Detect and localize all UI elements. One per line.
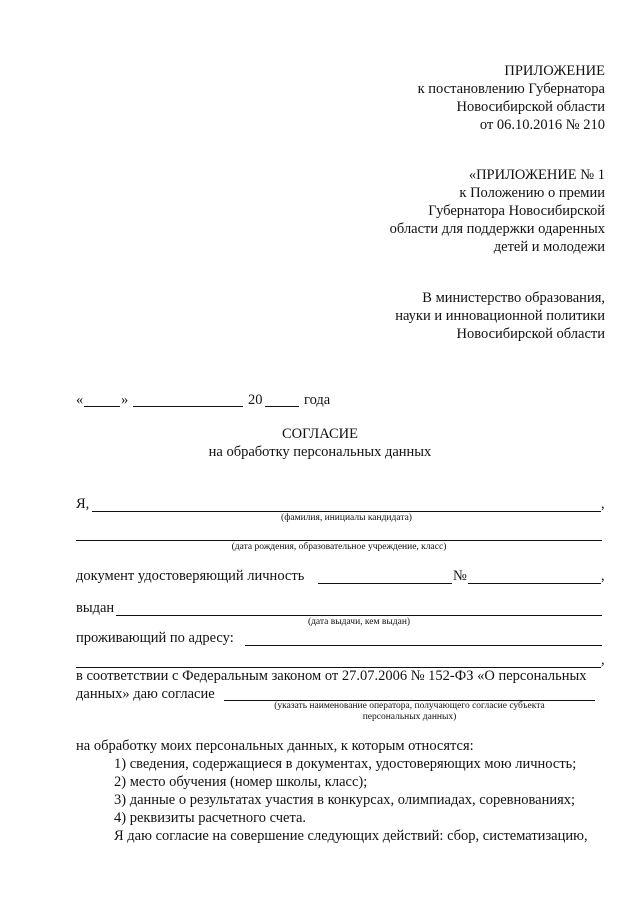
birth-school-hint: (дата рождения, образовательное учреждение, класс): [231, 542, 447, 552]
name-hint: (фамилия, инициалы кандидата): [281, 513, 412, 523]
month-field[interactable]: [133, 406, 243, 407]
appendix-block: [390, 166, 605, 256]
doc-series-field[interactable]: [318, 583, 452, 584]
list-item: 3) данные о результатах участия в конкурсах, олимпиадах, соревнованиях;: [114, 792, 576, 808]
appendix-line: к Положению о премии: [459, 185, 605, 201]
body-last-line: Я даю согласие на совершение следующих действий: сбор, систематизацию,: [114, 828, 588, 844]
year-suffix: года: [304, 392, 331, 408]
header-line: ПРИЛОЖЕНИЕ: [504, 63, 605, 79]
issued-field[interactable]: [116, 615, 602, 616]
operator-hint-1: (указать наименование оператора, получающего согласие субъекта: [274, 701, 545, 711]
addressee-line: науки и инновационной политики: [395, 308, 605, 324]
name-field[interactable]: [92, 511, 601, 512]
address-comma: ,: [601, 652, 605, 668]
address-field[interactable]: [245, 645, 602, 646]
issued-hint: (дата выдачи, кем выдан): [307, 617, 411, 627]
consent-label: данных» даю согласие: [76, 686, 215, 702]
header-line: Новосибирской области: [456, 99, 605, 115]
document-title: СОГЛАСИЕ: [281, 426, 359, 442]
appendix-line: Губернатора Новосибирской: [428, 203, 605, 219]
year-field[interactable]: [265, 406, 299, 407]
list-item: 1) сведения, содержащиеся в документах, удостоверяющих мою личность;: [114, 756, 577, 772]
addressee-block: [395, 289, 605, 343]
header-line: от 06.10.2016 № 210: [479, 117, 605, 133]
appendix-line: «ПРИЛОЖЕНИЕ № 1: [468, 167, 605, 183]
appendix-line: детей и молодежи: [493, 239, 605, 255]
addressee-line: Новосибирской области: [456, 326, 605, 342]
addressee-line: В министерство образования,: [422, 290, 605, 306]
appendix-line: области для поддержки одаренных: [389, 221, 605, 237]
doc-number-field[interactable]: [468, 583, 601, 584]
date-close-quote: »: [121, 392, 129, 408]
birth-school-field[interactable]: [76, 540, 602, 541]
law-line: в соответствии с Федеральным законом от 27.07.2006 № 152-ФЗ «О персональных: [76, 668, 587, 684]
header-block: [418, 62, 605, 134]
day-field[interactable]: [84, 406, 120, 407]
doc-comma: ,: [601, 568, 605, 584]
body-intro: на обработку моих персональных данных, к которым относятся:: [76, 738, 474, 754]
name-comma: ,: [601, 496, 605, 512]
list-item: 2) место обучения (номер школы, класс);: [114, 774, 368, 790]
operator-hint-2: персональных данных): [362, 712, 457, 722]
address-label: проживающий по адресу:: [76, 630, 234, 646]
document-subtitle: на обработку персональных данных: [208, 444, 432, 460]
date-open-quote: «: [76, 392, 84, 408]
issued-label: выдан: [76, 600, 115, 616]
doc-label: документ удостоверяющий личность: [76, 568, 305, 584]
i-label: Я,: [76, 496, 90, 512]
header-line: к постановлению Губернатора: [417, 81, 605, 97]
doc-number-sign: №: [453, 568, 467, 584]
year-prefix: 20: [248, 392, 263, 408]
list-item: 4) реквизиты расчетного счета.: [114, 810, 307, 826]
